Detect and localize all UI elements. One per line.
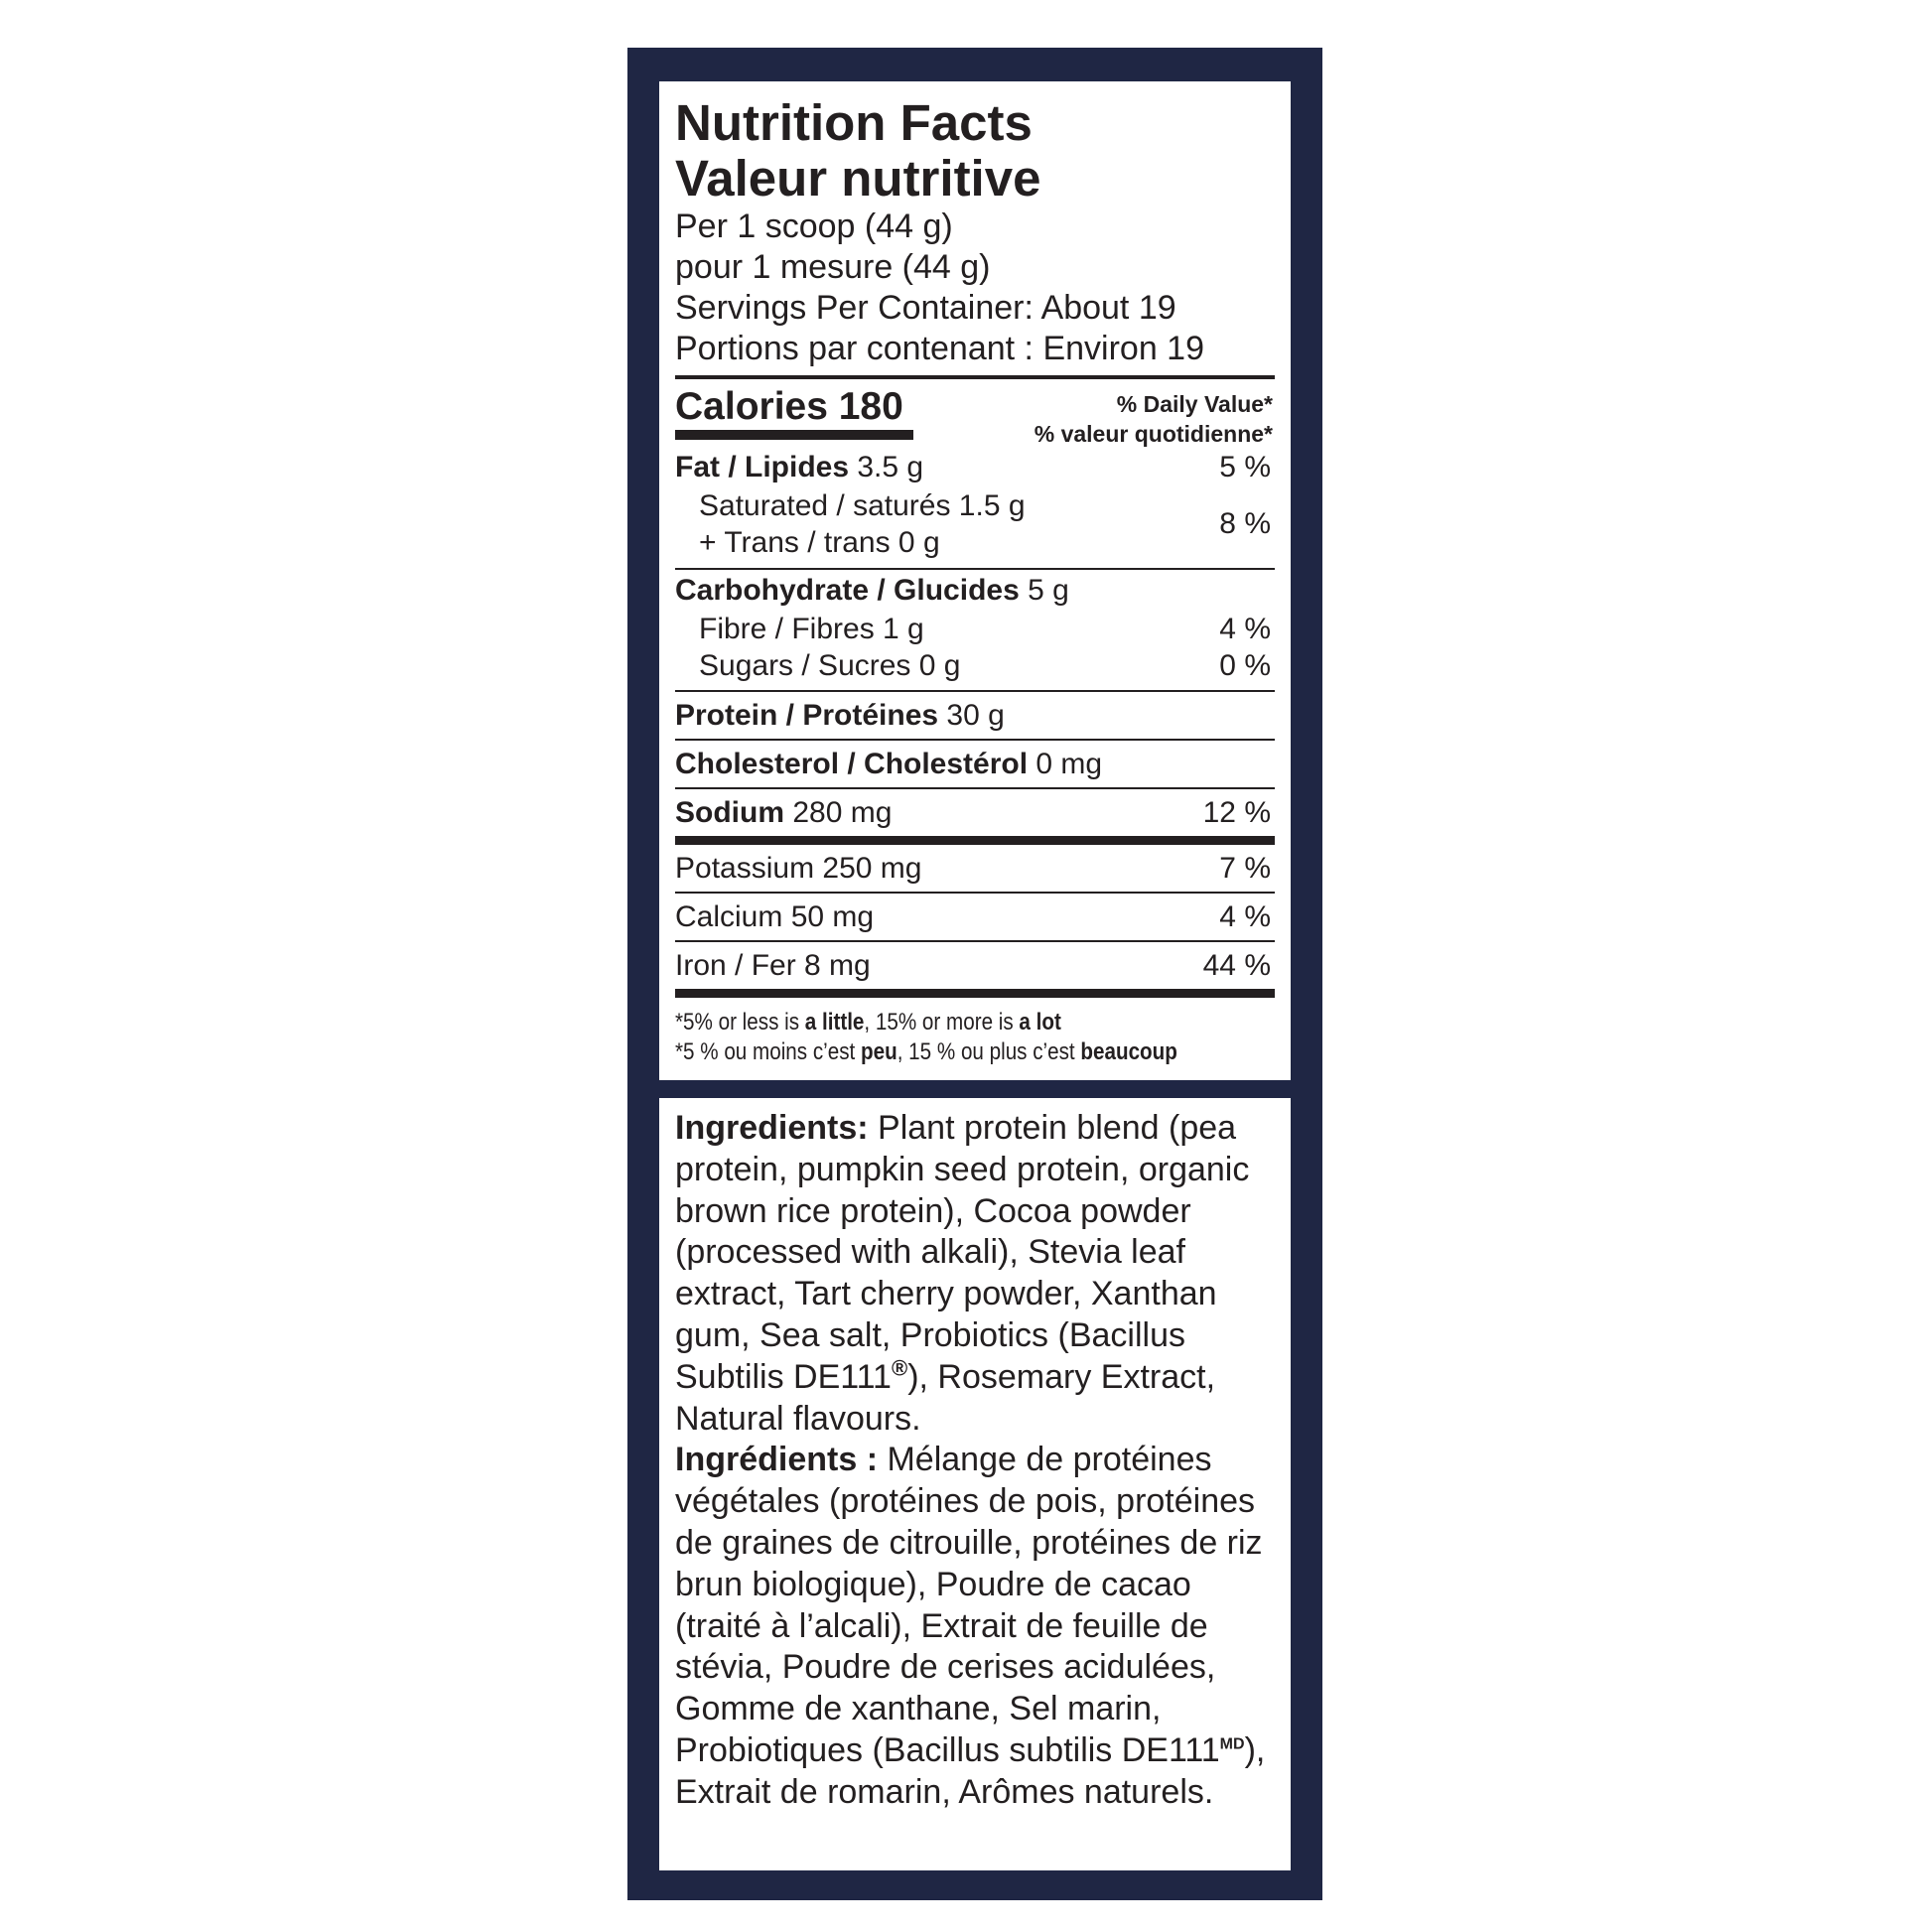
thick-divider: [675, 989, 1275, 998]
saturated-trans-row: [675, 486, 1275, 562]
sodium-label: Sodium: [675, 795, 784, 829]
ingredients-label-en: Ingredients:: [675, 1109, 869, 1147]
fibre-row: [675, 611, 1275, 647]
protein-label: Protein / Protéines: [675, 698, 939, 732]
protein-row: [675, 692, 1275, 739]
calcium-row: [675, 894, 1275, 940]
cholesterol-row: [675, 741, 1275, 787]
carbohydrate-label: Carbohydrate / Glucides: [675, 574, 1020, 607]
sugars-label: Sugars / Sucres 0 g: [699, 648, 961, 682]
nutrition-facts-panel: [659, 81, 1291, 1080]
ingredients-en: Ingredients: Plant protein blend (pea protein, pumpkin seed protein, organic brown rice protein), Cocoa powder (processed with alkali), Stevia leaf extract, Tart cherry powder, Xanthan gum, Sea salt, Probiotics (Bacillus Subtilis DE111®), Rosemary Extract, Natural flavours.: [675, 1109, 1250, 1438]
daily-value-header-en: % Daily Value*: [1116, 391, 1273, 417]
sodium-percent: 12 %: [1202, 795, 1271, 829]
serving-size-en: Per 1 scoop (44 g): [675, 207, 953, 245]
calcium-label: Calcium 50 mg: [675, 899, 875, 933]
footnote: [675, 1008, 1190, 1067]
potassium-row: [675, 845, 1275, 892]
fat-label: Fat / Lipides: [675, 451, 850, 483]
potassium-percent: 7 %: [1219, 851, 1271, 885]
ingredients-fr: Ingrédients : Mélange de protéines végétales (protéines de pois, protéines de graines de citrouille, protéines de riz brun biologique), Poudre de cacao (traité à l’alcali), Extrait de feuille de stévia, Poudre de cerises acidulées, Gomme de xanthane, Sel marin, Probiotiques (Bacillus subtilis $DE111^{MD}$), Extrait de romarin, Arômes naturels.: [675, 1441, 1266, 1811]
fibre-label: Fibre / Fibres 1 g: [699, 612, 924, 645]
fibre-percent: 4 %: [1219, 612, 1271, 645]
calories-row: [675, 379, 1275, 445]
sugars-row: [675, 647, 1275, 684]
daily-value-header: [1035, 389, 1273, 449]
serving-size-fr: pour 1 mesure (44 g): [675, 248, 991, 286]
ingredients-panel: [659, 1098, 1291, 1870]
divider: [675, 568, 1275, 570]
iron-label: Iron / Fer 8 mg: [675, 948, 871, 982]
calories-underline: [675, 430, 913, 440]
daily-value-header-fr: % valeur quotidienne*: [1034, 421, 1273, 447]
ingredients-label-fr: Ingrédients :: [675, 1441, 879, 1479]
sodium-amount: 280 mg: [784, 795, 893, 829]
protein-amount: 30 g: [938, 698, 1005, 732]
iron-row: [675, 942, 1275, 989]
saturated-trans-percent: 8 %: [1219, 507, 1271, 540]
iron-percent: 44 %: [1202, 948, 1271, 982]
fat-row: [675, 449, 1275, 486]
calories: Calories 180: [675, 385, 903, 428]
saturated-label: Saturated / saturés 1.5 g: [699, 489, 1026, 522]
sugars-percent: 0 %: [1219, 648, 1271, 682]
sodium-row: [675, 789, 1275, 836]
cholesterol-amount: 0 mg: [1028, 747, 1103, 780]
trans-label: + Trans / trans 0 g: [699, 526, 940, 559]
calcium-percent: 4 %: [1219, 899, 1271, 933]
servings-per-container-en: Servings Per Container: About 19: [675, 289, 1176, 327]
fat-percent: 5 %: [1219, 451, 1271, 483]
fat-amount: 3.5 g: [849, 451, 924, 483]
potassium-label: Potassium 250 mg: [675, 851, 922, 885]
nutrition-title-en: Nutrition Facts: [675, 94, 1033, 151]
carbohydrate-amount: 5 g: [1019, 574, 1069, 607]
nutrition-title-fr: Valeur nutritive: [675, 150, 1041, 207]
carbohydrate-row: [675, 571, 1275, 611]
footnote-en: *5% or less is a little, 15% or more is a lot: [675, 1009, 1061, 1035]
thick-divider: [675, 836, 1275, 845]
cholesterol-label: Cholesterol / Cholestérol: [675, 747, 1029, 780]
footnote-fr: *5 % ou moins c’est peu, 15 % ou plus c’est beaucoup: [675, 1038, 1177, 1065]
servings-per-container-fr: Portions par contenant : Environ 19: [675, 330, 1204, 367]
